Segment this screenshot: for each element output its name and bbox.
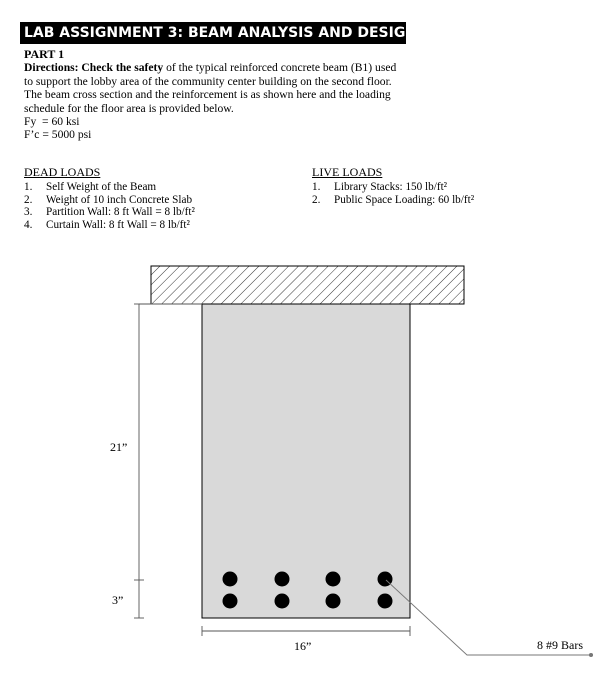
rebar-bar [378,594,393,609]
width-dimension [202,626,410,636]
live-load-item: 1. Library Stacks: 150 lb/ft² [312,181,448,193]
rebar-bar [326,572,341,587]
live-load-item: 2. Public Space Loading: 60 lb/ft² [312,193,475,206]
fy-value: Fy = 60 ksi [24,115,80,129]
concrete-slab [151,266,464,304]
live-loads-heading: LIVE LOADS [312,165,383,179]
rebar-bar [275,572,290,587]
fc-value: F’c = 5000 psi [24,128,92,142]
assignment-title: LAB ASSIGNMENT 3: BEAM ANALYSIS AND DESIGN [20,22,406,44]
dead-load-item: 4. Curtain Wall: 8 ft Wall = 8 lb/ft² [24,218,190,231]
dead-load-item: 1. Self Weight of the Beam [24,181,157,193]
rebar-bar [326,594,341,609]
dim-width: 16” [294,639,312,653]
directions-lead: Directions: Check the safety [24,61,164,75]
beam-section [202,304,410,618]
height-dimension [134,304,202,618]
rebar-bar [223,572,238,587]
rebar-bar [223,594,238,609]
directions-body: of the typical reinforced concrete beam (B1) used to support the lobby area of the community center building on the second floor. The beam cross section and the reinforcement is as shown here and the loading schedule for the floor area is provided below. [24,61,397,115]
bars-label: 8 #9 Bars [537,638,583,652]
rebar-bar [275,594,290,609]
dim-height-main: 21” [110,440,128,454]
dead-load-item: 3. Partition Wall: 8 ft Wall = 8 lb/ft² [24,206,195,219]
dim-height-bottom: 3” [112,593,124,607]
part-title: PART 1 [24,47,65,61]
dead-loads-heading: DEAD LOADS [24,165,101,179]
dead-load-item: 2. Weight of 10 inch Concrete Slab [24,193,193,206]
